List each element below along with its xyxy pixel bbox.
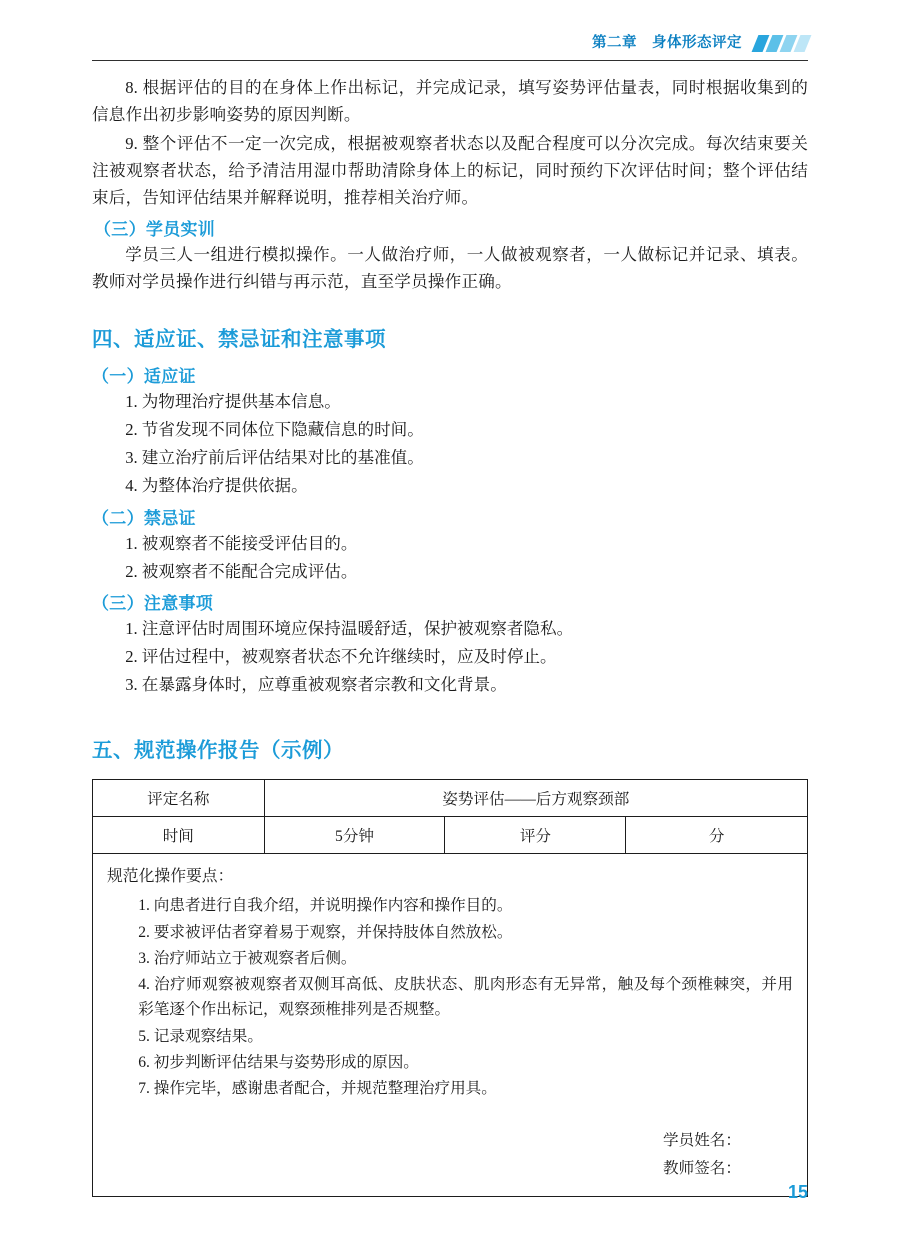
list-item: 4. 治疗师观察被观察者双侧耳高低、皮肤状态、肌肉形态有无异常，触及每个颈椎棘突，并用彩笔逐个作出标记，观察颈椎排列是否规整。 <box>138 976 793 1019</box>
list-item: 1. 向患者进行自我介绍，并说明操作内容和操作目的。 <box>138 897 513 915</box>
assessment-name-label: 评定名称 <box>93 780 265 817</box>
signature-block <box>107 1127 793 1182</box>
paragraph-8: 8. 根据评估的目的在身体上作出标记，并完成记录，填写姿势评估量表，同时根据收集到的信息作出初步影响姿势的原因判断。 <box>92 78 808 124</box>
student-name-label: 学员姓名： <box>663 1132 741 1150</box>
contraindications-list <box>92 531 808 586</box>
list-item: 2. 要求被评估者穿着易于观察，并保持肢体自然放松。 <box>138 923 513 941</box>
table-row <box>93 817 808 854</box>
heading-indications: （一）适应证 <box>92 367 196 387</box>
list-item: 3. 在暴露身体时，应尊重被观察者宗教和文化背景。 <box>125 675 507 695</box>
chevron-stripes-icon <box>752 35 808 52</box>
heading-contraindications: （二）禁忌证 <box>92 508 196 528</box>
time-value: 5分钟 <box>264 817 445 854</box>
paragraph-training: 学员三人一组进行模拟操作。一人做治疗师，一人做被观察者，一人做标记并记录、填表。教师对学员操作进行纠错与再示范，直至学员操作正确。 <box>92 245 808 292</box>
list-item: 7. 操作完毕，感谢患者配合，并规范整理治疗用具。 <box>138 1080 497 1098</box>
table-row <box>93 854 808 1197</box>
operation-points-list <box>107 893 793 1101</box>
list-item: 4. 为整体治疗提供依据。 <box>125 475 308 495</box>
heading-notes: （三）注意事项 <box>92 594 214 614</box>
page-number: 15 <box>787 1182 808 1202</box>
assessment-name-value: 姿势评估——后方观察颈部 <box>264 780 807 817</box>
operation-report-table <box>92 779 808 1197</box>
list-item: 2. 被观察者不能配合完成评估。 <box>125 561 358 581</box>
points-title: 规范化操作要点： <box>107 868 234 885</box>
list-item: 3. 治疗师站立于被观察者后侧。 <box>138 949 357 967</box>
list-item: 2. 评估过程中，被观察者状态不允许继续时，应及时停止。 <box>125 647 557 667</box>
list-item: 3. 建立治疗前后评估结果对比的基准值。 <box>125 447 424 467</box>
list-item: 6. 初步判断评估结果与姿势形成的原因。 <box>138 1053 419 1071</box>
score-label: 评分 <box>445 817 626 854</box>
list-item: 1. 被观察者不能接受评估目的。 <box>125 533 358 553</box>
notes-list <box>92 616 808 699</box>
list-item: 1. 注意评估时周围环境应保持温暖舒适，保护被观察者隐私。 <box>125 619 574 639</box>
list-item: 1. 为物理治疗提供基本信息。 <box>125 392 341 412</box>
section-five-title: 五、规范操作报告（示例） <box>92 739 344 762</box>
score-value: 分 <box>626 817 808 854</box>
chapter-title: 第二章 身体形态评定 <box>592 35 742 51</box>
teacher-sign-label: 教师签名： <box>663 1159 741 1177</box>
indications-list <box>92 389 808 500</box>
time-label: 时间 <box>93 817 265 854</box>
list-item: 2. 节省发现不同体位下隐藏信息的时间。 <box>125 420 424 439</box>
table-row <box>93 780 808 817</box>
page-header <box>92 0 808 58</box>
heading-training: （三）学员实训 <box>94 220 216 240</box>
operation-points-cell <box>93 854 808 1197</box>
paragraph-9: 9. 整个评估不一定一次完成，根据被观察者状态以及配合程度可以分次完成。每次结束要关注被观察者状态，给予清洁用湿巾帮助清除身体上的标记，同时预约下次评估时间；整个评估结束后，告知评估结果并解释说明，推荐相关治疗师。 <box>92 133 808 207</box>
section-four-title: 四、适应证、禁忌证和注意事项 <box>92 328 386 352</box>
list-item: 5. 记录观察结果。 <box>138 1027 263 1045</box>
header-divider <box>92 60 808 61</box>
